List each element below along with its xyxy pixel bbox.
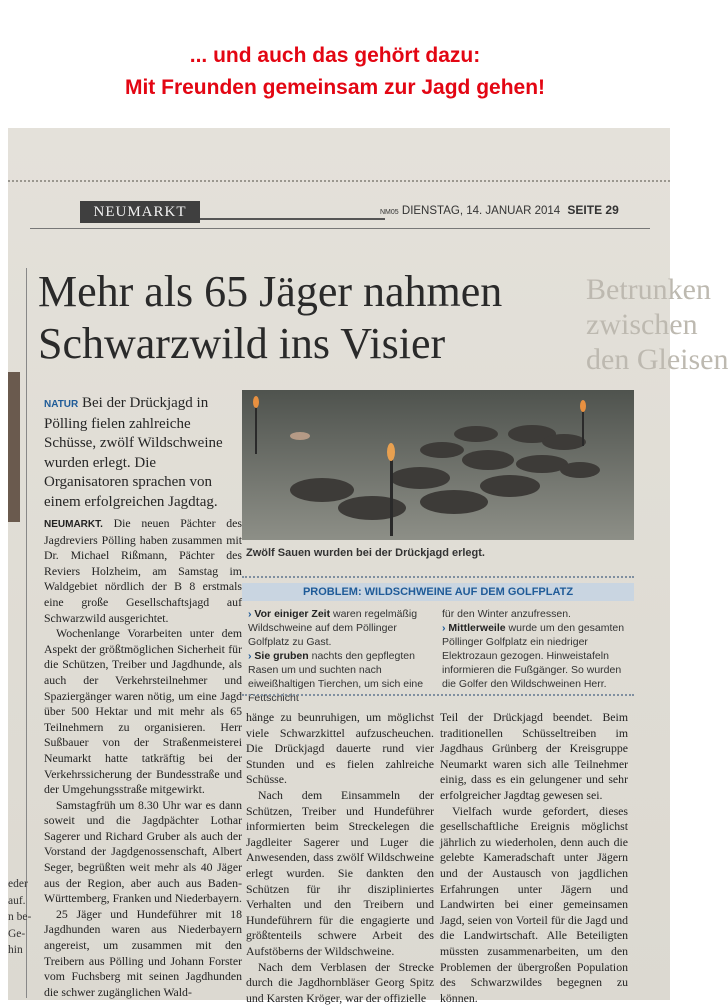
infobox-top-rule bbox=[242, 576, 634, 578]
topic-tag: NATUR bbox=[44, 399, 78, 410]
edge-line: hin bbox=[8, 942, 31, 959]
ghost-line: zwischen bbox=[586, 307, 728, 342]
paragraph: Nach dem Einsammeln der Schützen, Treiber und Hundeführer informierten beim Streckelegen die Jagdleiter Sagerer und Luger die Anwesenden, dass zwölf Wildschweine erlegt wurden. Sie dankten den Schützen für ihr diszipliniertes Verhalten und den Treibern und Hundeführern für die engagierte und größtenteils schwere Arbeit des Aufstöberns der Wildschweine. bbox=[246, 788, 434, 960]
paragraph: hänge zu beunruhigen, um möglichst viele Schwarzkittel aufzuscheuchen. Die Drückjagd dauerte rund vier Stunden und es fielen zahlreiche Schüsse. bbox=[246, 710, 434, 788]
lead-text: Bei der Drückjagd in Pölling fielen zahlreiche Schüsse, zwölf Wildschweine wurden erlegt. Die Organisatoren sprachen von einem erfolgreichen Jagdtag. bbox=[44, 395, 223, 510]
infobox-item-lead: Mittlerweile bbox=[448, 622, 505, 634]
infobox-item-lead: Sie gruben bbox=[254, 650, 308, 662]
headline-line-2: Schwarzwild ins Visier bbox=[38, 318, 578, 370]
headline-line-1: Mehr als 65 Jäger nahmen bbox=[38, 266, 578, 318]
banner-line-2: Mit Freunden gemeinsam zur Jagd gehen! bbox=[0, 76, 670, 100]
page-number: SEITE 29 bbox=[567, 203, 618, 217]
ghost-line: Betrunken bbox=[586, 272, 728, 307]
paragraph-text: Die neuen Pächter des Jagdreviers Pölling haben zusammen mit Dr. Michael Rißmann, Pächter des Reviers Holzheim, am Samstag im Waldgebiet nördlich der B 8 erstmals eine große Gesellschaftsjagd auf Schwarzwild ausgerichtet. bbox=[44, 516, 242, 625]
infobox-item bbox=[442, 621, 630, 691]
banner-line-1: ... und auch das gehört dazu: bbox=[0, 44, 670, 68]
infobox-item-lead: Vor einiger Zeit bbox=[254, 608, 330, 620]
chevron-right-icon: › bbox=[442, 622, 446, 634]
article-lead bbox=[44, 394, 244, 512]
paragraph: Nach dem Verblasen der Strecke durch die Jagdhornbläser Georg Spitz und Karsten Kröger, war der offizielle bbox=[246, 960, 434, 1006]
infobox-bottom-rule bbox=[242, 694, 634, 696]
article-column-3 bbox=[440, 710, 628, 1006]
edge-line: eder bbox=[8, 876, 31, 893]
infobox-item-text: waren regelmäßig Wildschweine auf dem Pöllinger Golfplatz zu Gast. bbox=[248, 608, 417, 648]
header-rule bbox=[200, 218, 385, 220]
section-label: NEUMARKT bbox=[80, 201, 200, 223]
infobox-item-text: für den Winter anzufressen. bbox=[442, 607, 630, 621]
infobox-title: PROBLEM: WILDSCHWEINE AUF DEM GOLFPLATZ bbox=[242, 583, 634, 601]
top-banner bbox=[0, 0, 670, 128]
paragraph: Wochenlange Vorarbeiten unter dem Aspekt der größtmöglichen Sicherheit für die Schützen, Treiber und Jagdhunde, als auch der Verkehrsteilnehmer und Spaziergänger waren nötig, um eine Jagd über 500 Hektar und mit mehr als 65 Teilnehmern zu organisieren. Herr Sußbauer von der Straßenmeisterei Neumarkt hatte tatkräftig bei der Verkehrssicherung der Bundesstraße und der Umgehungsstraße mitgewirkt. bbox=[44, 626, 242, 798]
edge-line: n be- bbox=[8, 909, 31, 926]
article-column-2 bbox=[246, 710, 434, 1006]
edition-code: NM05 bbox=[380, 209, 399, 216]
newspaper-clipping bbox=[8, 128, 670, 1000]
page-rule bbox=[30, 228, 650, 229]
adjacent-column-edge bbox=[8, 876, 31, 959]
issue-date: DIENSTAG, 14. JANUAR 2014 bbox=[402, 205, 560, 217]
paragraph: Samstagfrüh um 8.30 Uhr war es dann soweit und die Jagdpächter Lothar Sagerer und Richard Gruber als auch der Vorstand der Jagdgenossenschaft, Albert Seger, begrüßten weit mehr als 40 Jäger aus der Region, aber auch aus Baden-Württemberg, Franken und Niederbayern. bbox=[44, 798, 242, 907]
boar-photo-illustration bbox=[242, 390, 634, 540]
infobox-column-1 bbox=[248, 607, 436, 705]
chevron-right-icon: › bbox=[248, 608, 252, 620]
dotted-divider bbox=[8, 180, 670, 182]
photo-caption: Zwölf Sauen wurden bei der Drückjagd erlegt. bbox=[246, 547, 485, 559]
edge-line: Ge- bbox=[8, 926, 31, 943]
edge-line: auf. bbox=[8, 893, 31, 910]
paragraph: Vielfach wurde gefordert, dieses gesellschaftliche Ereignis möglichst jährlich zu wiederholen, denn auch die gelebte Kameradschaft unter Jägern und der Austausch von jagdlichen Erfahrungen unter Jägern und Landwirten bei einer gemeinsamen Jagd, seien von Vorteil für die Jagd und die Landwirtschaft. Alle Beteiligten müssten zusammenarbeiten, um den Problemen der übergroßen Population des Schwarzwildes begegnen zu können. bbox=[440, 804, 628, 1006]
paragraph: 25 Jäger und Hundeführer mit 18 Jagdhunden waren aus Niederbayern angereist, um zusammen mit den Treibern aus Pölling und Johann Forster vom Fuchsberg mit seinen Jagdhunden die schwer zugänglichen Wald- bbox=[44, 907, 242, 1001]
paragraph bbox=[44, 516, 242, 626]
hunt-photo bbox=[242, 390, 634, 540]
infobox-column-2 bbox=[442, 607, 630, 691]
dateline: NEUMARKT. bbox=[44, 519, 103, 530]
infobox-item-text: wurde um den gesamten Pöllinger Golfplatz ein niedriger Elektrozaun gezogen. Hinweistafeln informieren die Fußgänger. So wurden die Golfer den Wildschweinen Herr. bbox=[442, 622, 624, 690]
bleed-through-text bbox=[586, 272, 728, 377]
issue-info bbox=[380, 203, 619, 217]
adjacent-photo-edge bbox=[8, 372, 20, 522]
article-column-1 bbox=[44, 516, 242, 1000]
chevron-right-icon: › bbox=[248, 650, 252, 662]
infobox-item bbox=[248, 607, 436, 649]
paragraph: Teil der Drückjagd beendet. Beim traditionellen Schüsseltreiben im Jagdhaus Grünberg der Kreisgruppe Neumarkt waren sich alle Teilnehmer einig, dass es ein gelungener und sehr erfolgreicher Jagdtag gewesen sei. bbox=[440, 710, 628, 804]
infobox-item bbox=[248, 649, 436, 705]
article-headline bbox=[38, 266, 578, 370]
infobox-item-text: nachts den gepflegten Rasen um und suchten nach eiweißhaltigen Tierchen, um sich eine Fettschicht bbox=[248, 650, 423, 704]
ghost-line: den Gleisen bbox=[586, 342, 728, 377]
